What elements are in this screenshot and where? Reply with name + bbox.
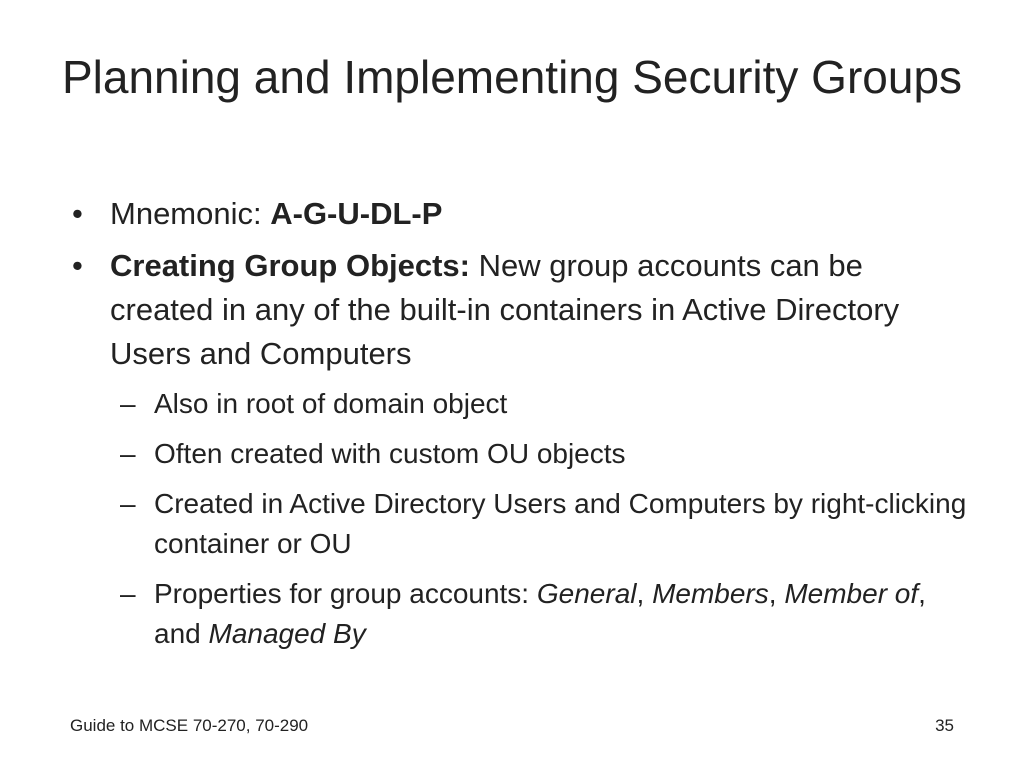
sub-bullet-right-click <box>120 484 972 564</box>
sub-bullet-text: Often created with custom OU objects <box>154 438 626 469</box>
bullet-text: New group accounts can be created in any of the built-in containers in Active Directory Users and Computers <box>110 248 900 371</box>
separator: , <box>768 578 785 609</box>
bullet-bold-text: Creating Group Objects: <box>110 248 470 283</box>
property-members: Members <box>652 578 769 609</box>
sub-bullet-marker: – <box>120 578 136 609</box>
bullet-mnemonic <box>72 192 972 236</box>
property-managed-by: Managed By <box>208 618 366 649</box>
sub-bullet-text: Properties for group accounts: <box>154 578 537 609</box>
bullet-text: Mnemonic: <box>110 196 271 231</box>
sub-bullet-marker: – <box>120 438 136 469</box>
property-general: General <box>536 578 637 609</box>
separator: , <box>636 578 653 609</box>
sub-bullet-text: Also in root of domain object <box>154 388 508 419</box>
footer-course: Guide to MCSE 70-270, 70-290 <box>70 716 309 735</box>
separator: , and <box>154 578 926 649</box>
sub-bullet-text: Created in Active Directory Users and Computers by right-clicking container or OU <box>154 488 967 559</box>
slide-title: Planning and Implementing Security Groups <box>61 51 963 103</box>
slide-content <box>72 192 972 664</box>
sub-bullet-custom-ou <box>120 434 972 474</box>
bullet-marker: • <box>72 196 83 231</box>
bullet-marker: • <box>72 248 83 283</box>
bullet-bold-text: A-G-U-DL-P <box>270 196 443 231</box>
sub-bullet-marker: – <box>120 488 136 519</box>
sub-bullet-root-domain <box>120 384 972 424</box>
property-member-of: Member of <box>784 578 919 609</box>
sub-bullet-properties <box>120 574 972 654</box>
sub-bullet-marker: – <box>120 388 136 419</box>
bullet-creating-group-objects <box>72 244 972 376</box>
footer-page-number: 35 <box>935 716 954 735</box>
